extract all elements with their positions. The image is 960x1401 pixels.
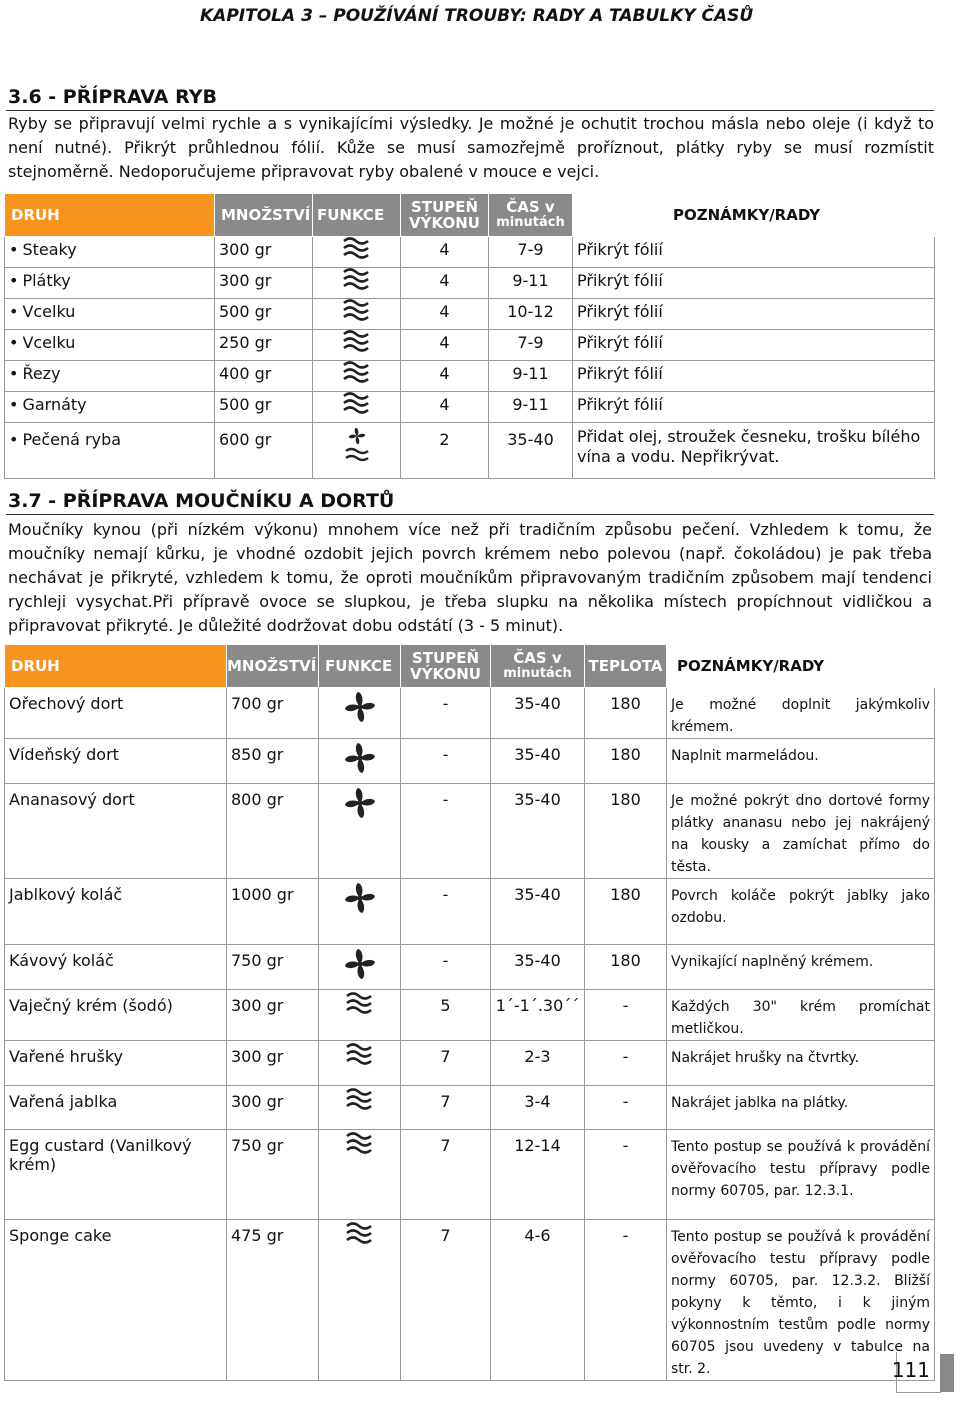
- cell-poznamky-text: Povrch koláče pokrýt jablky jako ozdobu.: [671, 888, 930, 926]
- cell-druh-text: Jablkový koláč: [9, 885, 123, 904]
- cell-mnozstvi: [215, 392, 313, 423]
- cell-teplota-text: 180: [610, 790, 641, 809]
- cell-poznamky: [667, 688, 935, 739]
- cell-poznamky-text: Vynikající naplněný krémem.: [671, 954, 874, 970]
- cell-stupen-text: -: [442, 745, 449, 764]
- cell-poznamky-text: Naplnit marmeládou.: [671, 748, 819, 764]
- cell-druh: [5, 879, 227, 945]
- cell-cas: [491, 879, 585, 945]
- cell-stupen-text: -: [442, 951, 449, 970]
- cell-stupen-text: 4: [439, 395, 450, 414]
- cell-poznamky: [573, 423, 935, 479]
- cell-mnozstvi: [215, 423, 313, 479]
- fish-intro-text: Ryby se připravují velmi rychle a s vynikajícími výsledky. Je možné je ochutit trochou másla nebo oleje (i když to není nutné). Přikrýt průhlednou fólií. Kůže se musí samozřejmě proříznout, plátky ryby se musí rozmístit stejnoměrně. Nedoporučujeme připravovat ryby obalené v mouce e vejci.: [8, 114, 934, 181]
- cell-poznamky-text: Přikrýt fólií: [577, 271, 663, 290]
- cell-druh-text: Řezy: [22, 364, 61, 383]
- cell-mnozstvi: [227, 990, 319, 1041]
- cell-mnozstvi-text: 500 gr: [219, 302, 272, 321]
- cell-cas: [489, 299, 573, 330]
- cell-teplota: [585, 945, 667, 990]
- cell-druh: [5, 739, 227, 784]
- table-row: [5, 392, 935, 423]
- cell-stupen-text: 7: [440, 1047, 451, 1066]
- cell-teplota: [585, 1041, 667, 1086]
- chapter-header: KAPITOLA 3 – POUŽÍVÁNÍ TROUBY: RADY A TABULKY ČASŮ: [200, 6, 754, 26]
- cell-funkce: [319, 879, 401, 945]
- cell-funkce: [319, 1086, 401, 1130]
- cell-poznamky-text: Přikrýt fólií: [577, 395, 663, 414]
- cell-poznamky: [573, 268, 935, 299]
- cell-poznamky: [667, 1130, 935, 1220]
- cell-teplota-text: -: [622, 1092, 629, 1111]
- table-row: [5, 268, 935, 299]
- cell-poznamky: [667, 739, 935, 784]
- cell-stupen-text: -: [442, 885, 449, 904]
- cell-mnozstvi: [215, 361, 313, 392]
- fish-table: [4, 193, 935, 479]
- cell-funkce: [313, 237, 401, 268]
- cell-teplota: [585, 879, 667, 945]
- cell-cas: [489, 423, 573, 479]
- cell-druh-text: Pečená ryba: [22, 430, 122, 449]
- cell-stupen-text: 5: [440, 996, 451, 1015]
- col-druh: DRUH: [5, 645, 227, 688]
- col-druh: DRUH: [5, 194, 215, 237]
- microwave-icon: [345, 1132, 375, 1158]
- cell-mnozstvi-text: 750 gr: [231, 951, 284, 970]
- cell-stupen: [401, 945, 491, 990]
- cell-mnozstvi: [227, 945, 319, 990]
- cell-druh: [5, 1220, 227, 1381]
- col-funkce: FUNKCE: [313, 194, 401, 237]
- col-poznamky: POZNÁMKY/RADY: [573, 194, 935, 237]
- cell-stupen-text: 2: [439, 430, 450, 449]
- cell-stupen: [401, 784, 491, 879]
- cell-druh: [5, 1041, 227, 1086]
- cell-funkce: [319, 688, 401, 739]
- cell-mnozstvi: [215, 299, 313, 330]
- cell-poznamky-text: Tento postup se používá k provádění ověřovacího testu přípravy podle normy 60705, par. 12.3.1.: [671, 1139, 930, 1199]
- cell-druh-text: Vcelku: [22, 333, 76, 352]
- cell-druh: [5, 1086, 227, 1130]
- cell-mnozstvi-text: 475 gr: [231, 1226, 284, 1245]
- cell-cas: [489, 330, 573, 361]
- page-number: 111: [891, 1358, 930, 1382]
- table-row: [5, 423, 935, 479]
- cell-poznamky: [667, 945, 935, 990]
- cell-poznamky-text: Každých 30" krém promíchat metličkou.: [671, 999, 930, 1037]
- cell-druh-text: Vařená jablka: [9, 1092, 118, 1111]
- cell-cas: [489, 392, 573, 423]
- cell-funkce: [313, 423, 401, 479]
- cell-cas-text: 35-40: [514, 951, 561, 970]
- cell-poznamky-text: Nakrájet hrušky na čtvrtky.: [671, 1050, 860, 1066]
- cell-druh-text: Plátky: [22, 271, 71, 290]
- cell-mnozstvi-text: 600 gr: [219, 430, 272, 449]
- cell-mnozstvi: [215, 330, 313, 361]
- cell-cas: [491, 1220, 585, 1381]
- cell-mnozstvi-text: 300 gr: [231, 1092, 284, 1111]
- fan-microwave-icon: [342, 427, 372, 471]
- col-mnozstvi: MNOŽSTVÍ: [227, 645, 319, 688]
- microwave-icon: [345, 1222, 375, 1248]
- cell-funkce: [319, 739, 401, 784]
- table-row: [5, 1086, 935, 1130]
- cell-mnozstvi: [215, 237, 313, 268]
- cell-mnozstvi: [215, 268, 313, 299]
- cell-cas: [491, 1130, 585, 1220]
- cell-cas: [491, 1086, 585, 1130]
- col-stupen: STUPEŇ VÝKONU: [401, 194, 489, 237]
- cell-cas: [491, 1041, 585, 1086]
- cell-poznamky-text: Nakrájet jablka na plátky.: [671, 1095, 849, 1111]
- cell-teplota-text: -: [622, 1226, 629, 1245]
- cell-druh: [5, 688, 227, 739]
- cell-stupen: [401, 299, 489, 330]
- cell-stupen-text: 7: [440, 1136, 451, 1155]
- cell-teplota: [585, 1220, 667, 1381]
- section-rule: [6, 110, 934, 111]
- cell-funkce: [319, 784, 401, 879]
- cell-druh: [5, 423, 215, 479]
- cell-poznamky: [573, 237, 935, 268]
- cell-druh: [5, 392, 215, 423]
- cell-poznamky: [667, 1041, 935, 1086]
- cell-druh-text: Vařené hrušky: [9, 1047, 124, 1066]
- cell-cas-text: 1´-1´.30´´: [495, 996, 580, 1015]
- cell-stupen: [401, 361, 489, 392]
- cell-stupen-text: 7: [440, 1226, 451, 1245]
- cell-funkce: [319, 990, 401, 1041]
- section-title-fish: 3.6 - PŘÍPRAVA RYB: [8, 86, 217, 108]
- cell-cas: [489, 361, 573, 392]
- cell-druh-text: Ananasový dort: [9, 790, 135, 809]
- cell-stupen-text: 4: [439, 302, 450, 321]
- fan-icon: [343, 741, 377, 779]
- cell-stupen: [401, 1220, 491, 1381]
- cell-teplota-text: -: [622, 996, 629, 1015]
- col-mnozstvi: MNOŽSTVÍ: [215, 194, 313, 237]
- cell-cas: [491, 739, 585, 784]
- cell-cas: [491, 688, 585, 739]
- fan-icon: [343, 786, 377, 824]
- cell-stupen: [401, 330, 489, 361]
- cell-druh-text: Kávový koláč: [9, 951, 114, 970]
- cell-mnozstvi-text: 800 gr: [231, 790, 284, 809]
- cell-poznamky-text: Je možné doplnit jakýmkoliv krémem.: [671, 697, 930, 735]
- cell-stupen-text: 4: [439, 271, 450, 290]
- cell-cas-text: 3-4: [524, 1092, 551, 1111]
- fan-icon: [343, 881, 377, 919]
- cakes-table: [4, 644, 935, 1381]
- cell-druh: [5, 1130, 227, 1220]
- cell-stupen: [401, 1130, 491, 1220]
- cell-poznamky: [667, 990, 935, 1041]
- cell-poznamky: [573, 361, 935, 392]
- cell-poznamky-text: Přikrýt fólií: [577, 333, 663, 352]
- cell-cas-text: 35-40: [514, 790, 561, 809]
- cell-mnozstvi-text: 750 gr: [231, 1136, 284, 1155]
- cell-teplota: [585, 1086, 667, 1130]
- cell-poznamky: [667, 1220, 935, 1381]
- table-row: [5, 879, 935, 945]
- fan-icon: [343, 947, 377, 985]
- cell-funkce: [319, 1130, 401, 1220]
- table-row: [5, 1130, 935, 1220]
- cell-mnozstvi-text: 300 gr: [231, 996, 284, 1015]
- cell-poznamky: [573, 330, 935, 361]
- cell-druh: [5, 330, 215, 361]
- table-row: [5, 945, 935, 990]
- cell-druh-text: Sponge cake: [9, 1226, 112, 1245]
- cell-mnozstvi-text: 250 gr: [219, 333, 272, 352]
- cell-funkce: [313, 268, 401, 299]
- cell-teplota-text: 180: [610, 694, 641, 713]
- cell-mnozstvi: [227, 1041, 319, 1086]
- table-row: [5, 990, 935, 1041]
- fan-icon: [343, 690, 377, 728]
- cell-poznamky: [667, 1086, 935, 1130]
- cell-cas-text: 7-9: [517, 333, 544, 352]
- cell-stupen: [401, 237, 489, 268]
- cell-stupen-text: -: [442, 790, 449, 809]
- col-stupen: STUPEŇ VÝKONU: [401, 645, 491, 688]
- cell-teplota: [585, 739, 667, 784]
- cell-mnozstvi: [227, 1220, 319, 1381]
- cell-cas: [489, 237, 573, 268]
- cell-cas-text: 35-40: [507, 430, 554, 449]
- cell-cas-text: 9-11: [512, 395, 549, 414]
- cell-funkce: [313, 392, 401, 423]
- cell-poznamky: [667, 879, 935, 945]
- cell-poznamky: [573, 299, 935, 330]
- cell-teplota: [585, 784, 667, 879]
- cell-stupen: [401, 688, 491, 739]
- cell-teplota: [585, 990, 667, 1041]
- cell-stupen: [401, 1086, 491, 1130]
- page-edge-bar: [940, 1354, 954, 1392]
- cell-mnozstvi: [227, 784, 319, 879]
- cell-poznamky-text: Přidat olej, stroužek česneku, trošku bílého vína a vodu. Nepřikrývat.: [577, 427, 921, 466]
- cell-poznamky-text: Tento postup se používá k provádění ověřovacího testu přípravy podle normy 60705, par. 12.3.2. Bližší pokyny k těmto, i k jiným výkonnostním testům podle normy 60705 jsou uvedeny v tabulce na str. 2.: [671, 1229, 930, 1377]
- microwave-icon: [342, 299, 372, 329]
- cell-stupen: [401, 268, 489, 299]
- cell-cas-text: 35-40: [514, 694, 561, 713]
- cell-stupen: [401, 990, 491, 1041]
- cell-mnozstvi: [227, 879, 319, 945]
- microwave-icon: [342, 268, 372, 298]
- cell-stupen-text: 7: [440, 1092, 451, 1111]
- cell-stupen: [401, 392, 489, 423]
- table-row: [5, 1220, 935, 1381]
- cell-cas-text: 4-6: [524, 1226, 551, 1245]
- col-poznamky: POZNÁMKY/RADY: [667, 645, 935, 688]
- cell-teplota: [585, 688, 667, 739]
- cell-stupen: [401, 879, 491, 945]
- table-row: [5, 784, 935, 879]
- cell-stupen-text: 4: [439, 240, 450, 259]
- cell-druh-text: Vcelku: [22, 302, 76, 321]
- cell-druh-text: Garnáty: [22, 395, 87, 414]
- cell-funkce: [319, 1041, 401, 1086]
- cell-stupen: [401, 739, 491, 784]
- cell-poznamky: [667, 784, 935, 879]
- cell-poznamky-text: Je možné pokrýt dno dortové formy plátky ananasu nebo jej nakrájený na kousky a zamíchat přímo do těsta.: [671, 793, 930, 875]
- cell-druh: [5, 945, 227, 990]
- cakes-intro-text: Moučníky kynou (při nízkém výkonu) mnohem více než při tradičním způsobu pečení. Vzhledem k tomu, že moučníky nemají kůrku, je vhodné ozdobit jejich povrch krémem nebo polevou (např. čokoládou) je pak třeba nechávat je přikryté, vzhledem k tomu, že oproti moučníkům připravovaným tradičním způsobem mají tendenci rychleji vysychat.Při přípravě ovoce se slupkou, je třeba slupku na několika místech propíchnout vidličkou a připravovat přikryté. Je důležité dodržovat dobu odstátí (3 - 5 minut).: [8, 520, 932, 635]
- cell-stupen-text: 4: [439, 333, 450, 352]
- cell-cas-text: 2-3: [524, 1047, 551, 1066]
- cell-mnozstvi: [227, 1130, 319, 1220]
- cell-mnozstvi-text: 400 gr: [219, 364, 272, 383]
- cell-druh: [5, 237, 215, 268]
- cell-druh-text: Vaječný krém (šodó): [9, 996, 173, 1015]
- cell-teplota-text: 180: [610, 745, 641, 764]
- microwave-icon: [345, 992, 375, 1018]
- cell-poznamky: [573, 392, 935, 423]
- cell-mnozstvi-text: 850 gr: [231, 745, 284, 764]
- cell-druh: [5, 361, 215, 392]
- cell-funkce: [313, 361, 401, 392]
- cell-mnozstvi: [227, 1086, 319, 1130]
- cell-druh-text: Vídeňský dort: [9, 745, 119, 764]
- cell-poznamky-text: Přikrýt fólií: [577, 364, 663, 383]
- cell-mnozstvi: [227, 688, 319, 739]
- cell-mnozstvi-text: 300 gr: [231, 1047, 284, 1066]
- cell-cas: [489, 268, 573, 299]
- microwave-icon: [342, 330, 372, 360]
- microwave-icon: [345, 1088, 375, 1114]
- table-row: [5, 688, 935, 739]
- cell-cas-text: 35-40: [514, 885, 561, 904]
- section-title-cakes: 3.7 - PŘÍPRAVA MOUČNÍKU A DORTŮ: [8, 490, 395, 512]
- cell-funkce: [313, 299, 401, 330]
- cell-druh-text: Steaky: [22, 240, 77, 259]
- col-cas: ČAS v minutách: [489, 194, 573, 237]
- cell-cas-text: 12-14: [514, 1136, 561, 1155]
- cell-teplota: [585, 1130, 667, 1220]
- cell-mnozstvi-text: 300 gr: [219, 240, 272, 259]
- cell-mnozstvi-text: 1000 gr: [231, 885, 294, 904]
- cell-teplota-text: 180: [610, 885, 641, 904]
- cell-cas-text: 9-11: [512, 271, 549, 290]
- table-row: [5, 361, 935, 392]
- cell-poznamky-text: Přikrýt fólií: [577, 240, 663, 259]
- col-cas: ČAS v minutách: [491, 645, 585, 688]
- table-row: [5, 299, 935, 330]
- cell-druh: [5, 784, 227, 879]
- cell-druh: [5, 268, 215, 299]
- col-funkce: FUNKCE: [319, 645, 401, 688]
- cell-mnozstvi: [227, 739, 319, 784]
- microwave-icon: [342, 361, 372, 391]
- cell-mnozstvi-text: 300 gr: [219, 271, 272, 290]
- cell-cas-text: 10-12: [507, 302, 554, 321]
- cell-mnozstvi-text: 700 gr: [231, 694, 284, 713]
- cell-teplota-text: -: [622, 1136, 629, 1155]
- table-row: [5, 1041, 935, 1086]
- cell-stupen: [401, 1041, 491, 1086]
- cell-funkce: [319, 945, 401, 990]
- cell-mnozstvi-text: 500 gr: [219, 395, 272, 414]
- cell-cas-text: 7-9: [517, 240, 544, 259]
- cell-druh: [5, 299, 215, 330]
- microwave-icon: [345, 1043, 375, 1069]
- cell-cas: [491, 990, 585, 1041]
- table-row: [5, 330, 935, 361]
- microwave-icon: [342, 392, 372, 422]
- cell-druh: [5, 990, 227, 1041]
- cell-teplota-text: 180: [610, 951, 641, 970]
- cell-cas-text: 9-11: [512, 364, 549, 383]
- table-row: [5, 739, 935, 784]
- cell-poznamky-text: Přikrýt fólií: [577, 302, 663, 321]
- section-rule: [6, 514, 934, 515]
- microwave-icon: [342, 237, 372, 267]
- cell-cas: [491, 784, 585, 879]
- cell-cas: [491, 945, 585, 990]
- cell-cas-text: 35-40: [514, 745, 561, 764]
- cell-teplota-text: -: [622, 1047, 629, 1066]
- table-row: [5, 237, 935, 268]
- cell-stupen-text: 4: [439, 364, 450, 383]
- cell-druh-text: Ořechový dort: [9, 694, 124, 713]
- col-teplota: TEPLOTA: [585, 645, 667, 688]
- cell-druh-text: Egg custard (Vanilkový krém): [9, 1136, 192, 1174]
- cell-stupen: [401, 423, 489, 479]
- cell-funkce: [313, 330, 401, 361]
- cell-funkce: [319, 1220, 401, 1381]
- cell-stupen-text: -: [442, 694, 449, 713]
